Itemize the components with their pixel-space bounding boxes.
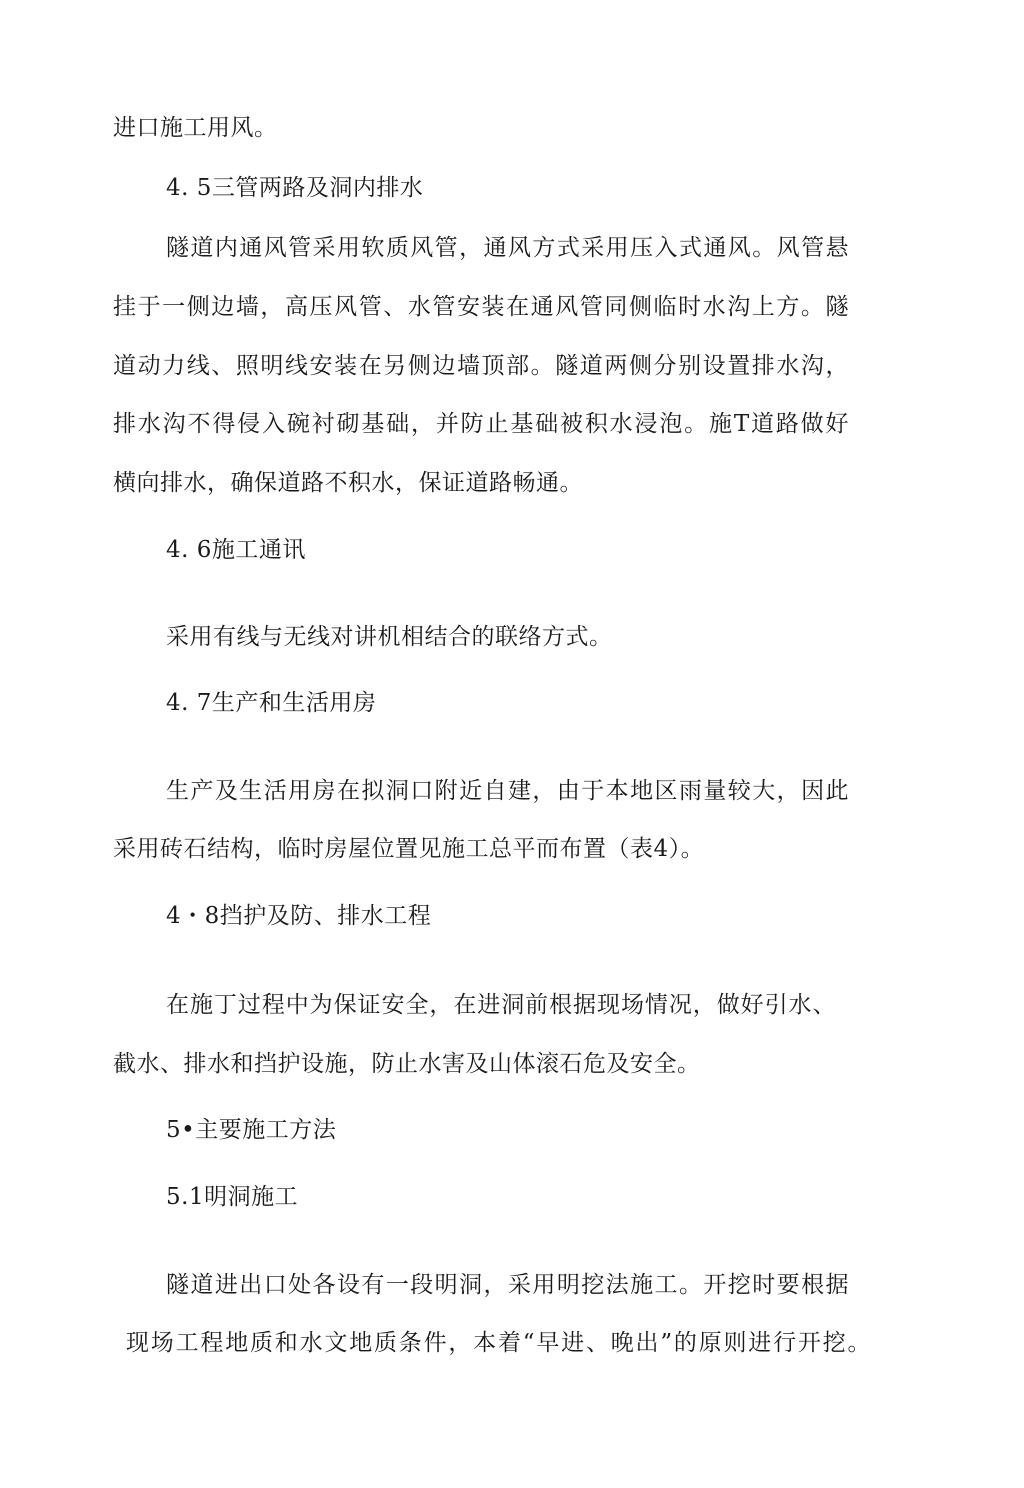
section-heading: 4・8挡护及防、排水工程 <box>166 903 432 929</box>
paragraph-line: 挂于一侧边墙，高压风管、水管安装在通风管同侧临时水沟上方。隧 <box>113 294 849 320</box>
paragraph-line: 进口施工用风。 <box>113 115 278 141</box>
paragraph-line: 采用有线与无线对讲机相结合的联络方式。 <box>166 624 613 650</box>
paragraph-line: 现场工程地质和水文地质条件，本着“早进、晚出”的原则进行开挖。 <box>126 1330 871 1356</box>
paragraph-line: 道动力线、照明线安装在另侧边墙顶部。隧道两侧分别设置排水沟， <box>113 353 849 379</box>
paragraph-line: 排水沟不得侵入碗衬砌基础，并防止基础被积水浸泡。施T道路做好 <box>113 411 849 437</box>
paragraph-line: 生产及生活用房在拟洞口附近自建，由于本地区雨量较大，因此 <box>166 778 849 804</box>
paragraph-line: 隧道内通风管采用软质风管，通风方式采用压入式通风。风管悬 <box>166 235 849 261</box>
paragraph-line: 截水、排水和挡护设施，防止水害及山体滚石危及安全。 <box>113 1051 701 1077</box>
paragraph-line: 横向排水，确保道路不积水，保证道路畅通。 <box>113 470 583 496</box>
paragraph-line: 在施丁过程中为保证安全，在进洞前根据现场情况，做好引水、 <box>166 992 836 1018</box>
section-heading: 5.1明洞施工 <box>166 1184 299 1210</box>
section-heading: 5•主要施工方法 <box>166 1117 337 1143</box>
paragraph-line: 隧道进出口处各设有一段明洞，采用明挖法施工。开挖时要根据 <box>166 1272 849 1298</box>
paragraph-line: 采用砖石结构，临时房屋位置见施工总平而布置（表4）。 <box>113 836 705 862</box>
section-heading: 4. 5三管两路及洞内排水 <box>166 175 424 201</box>
section-heading: 4. 7生产和生活用房 <box>166 690 377 716</box>
section-heading: 4. 6施工通讯 <box>166 537 306 563</box>
